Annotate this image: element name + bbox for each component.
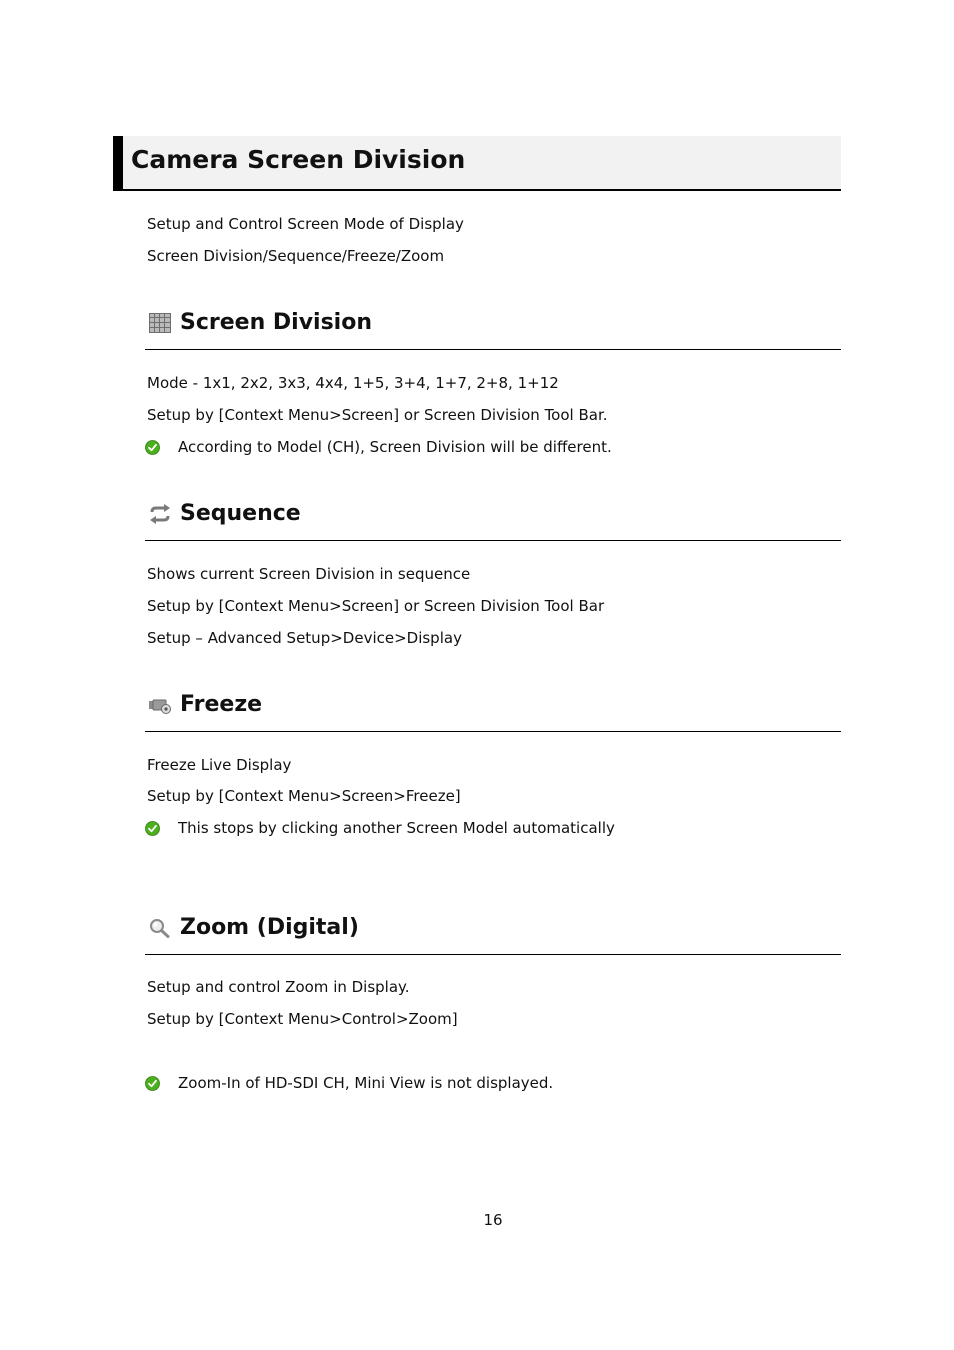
freeze-line-2: Setup by [Context Menu>Screen>Freeze] [147,787,461,805]
chapter-title: Camera Screen Division [131,145,466,174]
zoom-note: Zoom-In of HD-SDI CH, Mini View is not displayed. [178,1074,554,1092]
freeze-line-1: Freeze Live Display [147,756,292,774]
section-rule [145,954,841,955]
intro-line-1: Setup and Control Screen Mode of Display [147,215,464,233]
section-title-freeze: Freeze [180,692,263,717]
section-title-zoom: Zoom (Digital) [180,915,359,940]
screen-division-line-2: Setup by [Context Menu>Screen] or Screen Division Tool Bar. [147,406,608,424]
zoom-line-1: Setup and control Zoom in Display. [147,978,410,996]
freeze-note: This stops by clicking another Screen Model automatically [178,819,615,837]
grid-icon [149,313,171,333]
check-note-icon [145,440,160,455]
check-note-icon [145,821,160,836]
section-title-screen-division: Screen Division [180,310,372,335]
screen-division-line-1: Mode - 1x1, 2x2, 3x3, 4x4, 1+5, 3+4, 1+7, 2+8, 1+12 [147,374,559,392]
section-rule [145,540,841,541]
camera-freeze-icon [149,696,171,716]
screen-division-note: According to Model (CH), Screen Division will be different. [178,438,612,456]
sequence-line-1: Shows current Screen Division in sequence [147,565,471,583]
section-title-sequence: Sequence [180,501,301,526]
magnifier-icon [149,918,171,938]
intro-line-2: Screen Division/Sequence/Freeze/Zoom [147,247,445,265]
check-note-icon [145,1076,160,1091]
sequence-icon [149,504,171,524]
section-rule [145,349,841,350]
chapter-heading-accent [113,136,123,191]
sequence-line-2: Setup by [Context Menu>Screen] or Screen Division Tool Bar [147,597,605,615]
zoom-line-2: Setup by [Context Menu>Control>Zoom] [147,1010,458,1028]
sequence-line-3: Setup – Advanced Setup>Device>Display [147,629,462,647]
section-rule [145,731,841,732]
page-number: 16 [483,1211,503,1229]
